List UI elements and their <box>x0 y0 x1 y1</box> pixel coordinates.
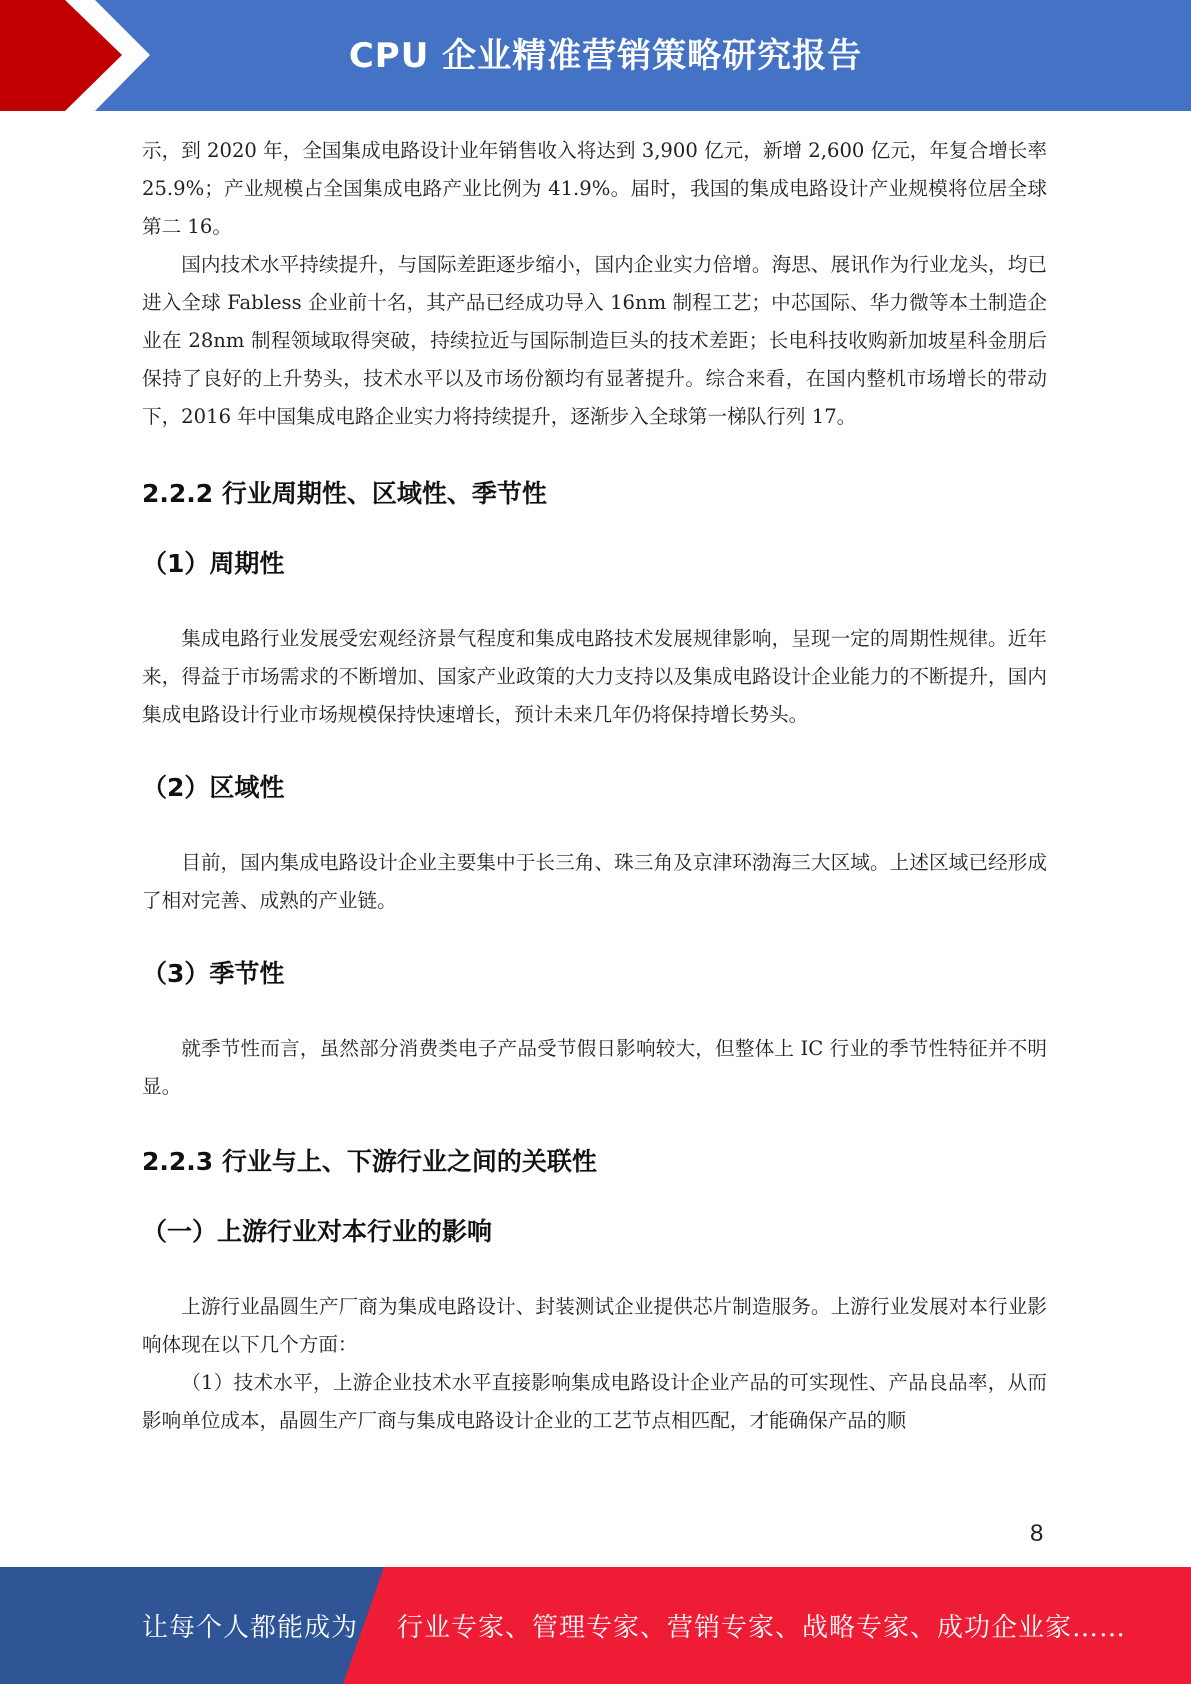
subheading-regionality: （2）区域性 <box>142 773 285 802</box>
section-heading-2-2-3: 2.2.3 行业与上、下游行业之间的关联性 <box>142 1147 597 1176</box>
page-header <box>0 0 1191 111</box>
paragraph-upstream: 上游行业晶圆生产厂商为集成电路设计、封装测试企业提供芯片制造服务。上游行业发展对本行业影响体现在以下几个方面： <box>142 1295 1047 1356</box>
page-number: 8 <box>1030 1520 1044 1547</box>
report-title: CPU 企业精准营销策略研究报告 <box>348 36 863 76</box>
section-heading-2-2-2: 2.2.2 行业周期性、区域性、季节性 <box>142 479 547 508</box>
footer-slogan-right: 行业专家、管理专家、营销专家、战略专家、成功企业家…… <box>397 1613 1127 1643</box>
footer-slogan-left: 让每个人都能成为 <box>142 1613 359 1643</box>
subheading-cyclicality: （1）周期性 <box>142 549 285 578</box>
paragraph-tech-level: 国内技术水平持续提升，与国际差距逐步缩小，国内企业实力倍增。海思、展讯作为行业龙头，均已进入全球 Fabless 企业前十名，其产品已经成功导入 16nm 制程工艺；中芯国际、华力微等本土制造企业在 28nm 制程领域取得突破，持续拉近与国际制造巨头的技术差距；长电科技收购新加坡星科金朋后保持了良好的上升势头，技术水平以及市场份额均有显著提升。综合来看，在国内整机市场增长的带动下，2016 年中国集成电路企业实力将持续提升，逐渐步入全球第一梯队行列 17。 <box>142 253 1047 428</box>
paragraph-market-size: 示，到 2020 年，全国集成电路设计业年销售收入将达到 3,900 亿元，新增 2,600 亿元，年复合增长率 25.9%；产业规模占全国集成电路产业比例为 41.9%。届时，我国的集成电路设计产业规模将位居全球第二 16。 <box>142 139 1047 238</box>
page-body <box>142 132 1047 1440</box>
paragraph-cyclicality: 集成电路行业发展受宏观经济景气程度和集成电路技术发展规律影响，呈现一定的周期性规律。近年来，得益于市场需求的不断增加、国家产业政策的大力支持以及集成电路设计企业能力的不断提升，国内集成电路设计行业市场规模保持快速增长，预计未来几年仍将保持增长势头。 <box>142 627 1047 726</box>
subheading-seasonality: （3）季节性 <box>142 959 285 988</box>
paragraph-regionality: 目前，国内集成电路设计企业主要集中于长三角、珠三角及京津环渤海三大区域。上述区域已经形成了相对完善、成熟的产业链。 <box>142 851 1047 912</box>
paragraph-technology-level: （1）技术水平，上游企业技术水平直接影响集成电路设计企业产品的可实现性、产品良品率，从而影响单位成本，晶圆生产厂商与集成电路设计企业的工艺节点相匹配，才能确保产品的顺 <box>142 1371 1047 1432</box>
paragraph-seasonality: 就季节性而言，虽然部分消费类电子产品受节假日影响较大，但整体上 IC 行业的季节性特征并不明显。 <box>142 1037 1047 1098</box>
subheading-upstream: （一）上游行业对本行业的影响 <box>142 1217 493 1246</box>
page-footer <box>0 1567 1191 1684</box>
